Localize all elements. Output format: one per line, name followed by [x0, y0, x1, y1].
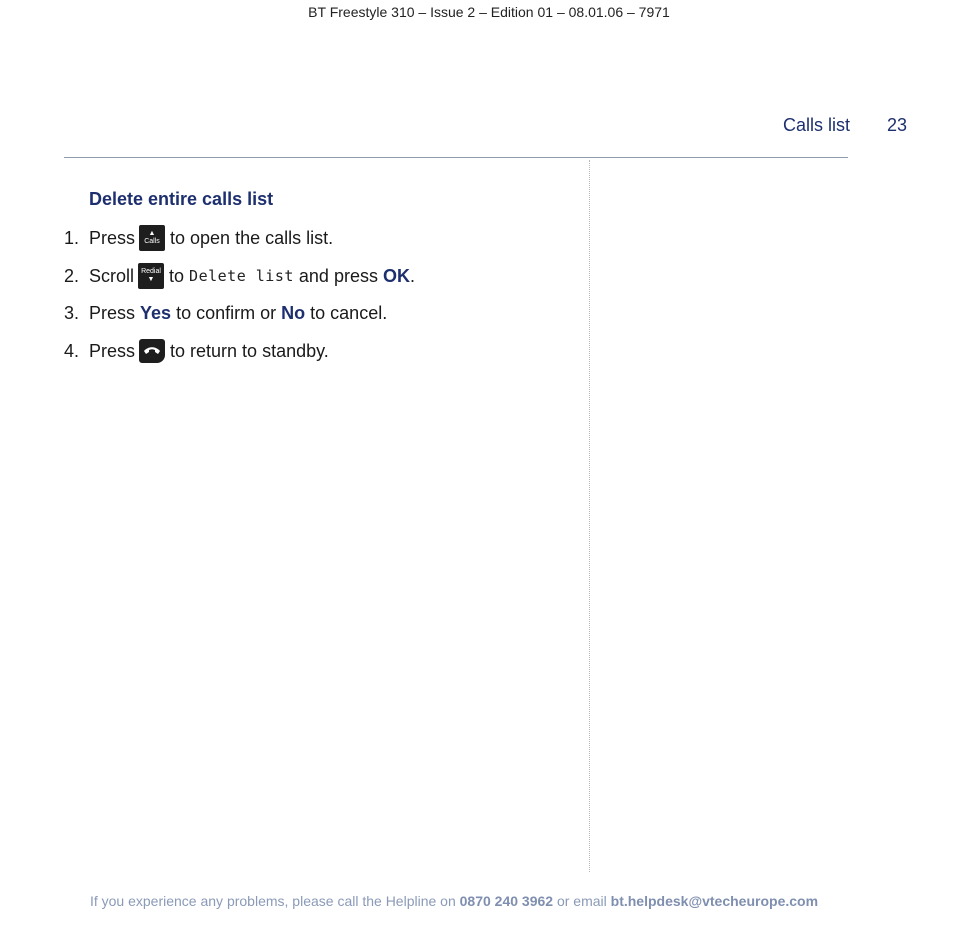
step-text: to return to standby. — [170, 340, 329, 361]
document-header: BT Freestyle 310 – Issue 2 – Edition 01 – 08.01.06 – 7971 — [308, 4, 670, 20]
column-divider — [589, 160, 590, 872]
section-title: Calls list — [783, 115, 851, 135]
header-rule — [64, 157, 848, 158]
step-1 — [64, 226, 415, 250]
key-label: Redial — [141, 267, 161, 275]
no-option: No — [281, 303, 306, 323]
ok-option: OK — [382, 265, 410, 286]
calls-key-icon — [139, 225, 165, 251]
step-number: 1. — [64, 228, 80, 248]
page-number: 23 — [887, 115, 908, 135]
step-text: to open the calls list. — [170, 228, 334, 248]
step-text: to confirm or — [176, 303, 277, 323]
step-number: 3. — [64, 303, 80, 323]
yes-option: Yes — [140, 303, 172, 323]
step-3 — [64, 301, 415, 325]
footer-text: If you experience any problems, please call the Helpline on — [89, 893, 456, 909]
step-number: 2. — [64, 265, 80, 286]
helpdesk-email: bt.helpdesk@vtecheurope.com — [610, 893, 819, 909]
step-text: to — [169, 265, 185, 286]
key-label: Calls — [144, 238, 160, 245]
up-arrow-icon: ▲ — [148, 230, 156, 237]
step-number: 4. — [64, 340, 80, 361]
step-text: and press — [298, 265, 378, 286]
display-text: Delete list — [189, 266, 294, 285]
end-call-icon — [139, 339, 165, 363]
footer-helpline — [0, 893, 908, 909]
step-text: to cancel. — [310, 303, 388, 323]
step-4 — [64, 339, 415, 363]
helpline-number: 0870 240 3962 — [459, 893, 554, 909]
step-text: Scroll — [89, 265, 135, 286]
step-text: Press — [89, 303, 136, 323]
down-arrow-icon: ▼ — [147, 275, 155, 283]
redial-key-icon — [138, 263, 164, 289]
step-2 — [64, 264, 415, 288]
footer-text: or email — [556, 893, 607, 909]
steps-list — [64, 226, 415, 376]
sub-heading: Delete entire calls list — [89, 189, 274, 209]
step-text: Press — [89, 340, 136, 361]
step-text: . — [409, 265, 415, 286]
step-text: Press — [89, 228, 136, 248]
